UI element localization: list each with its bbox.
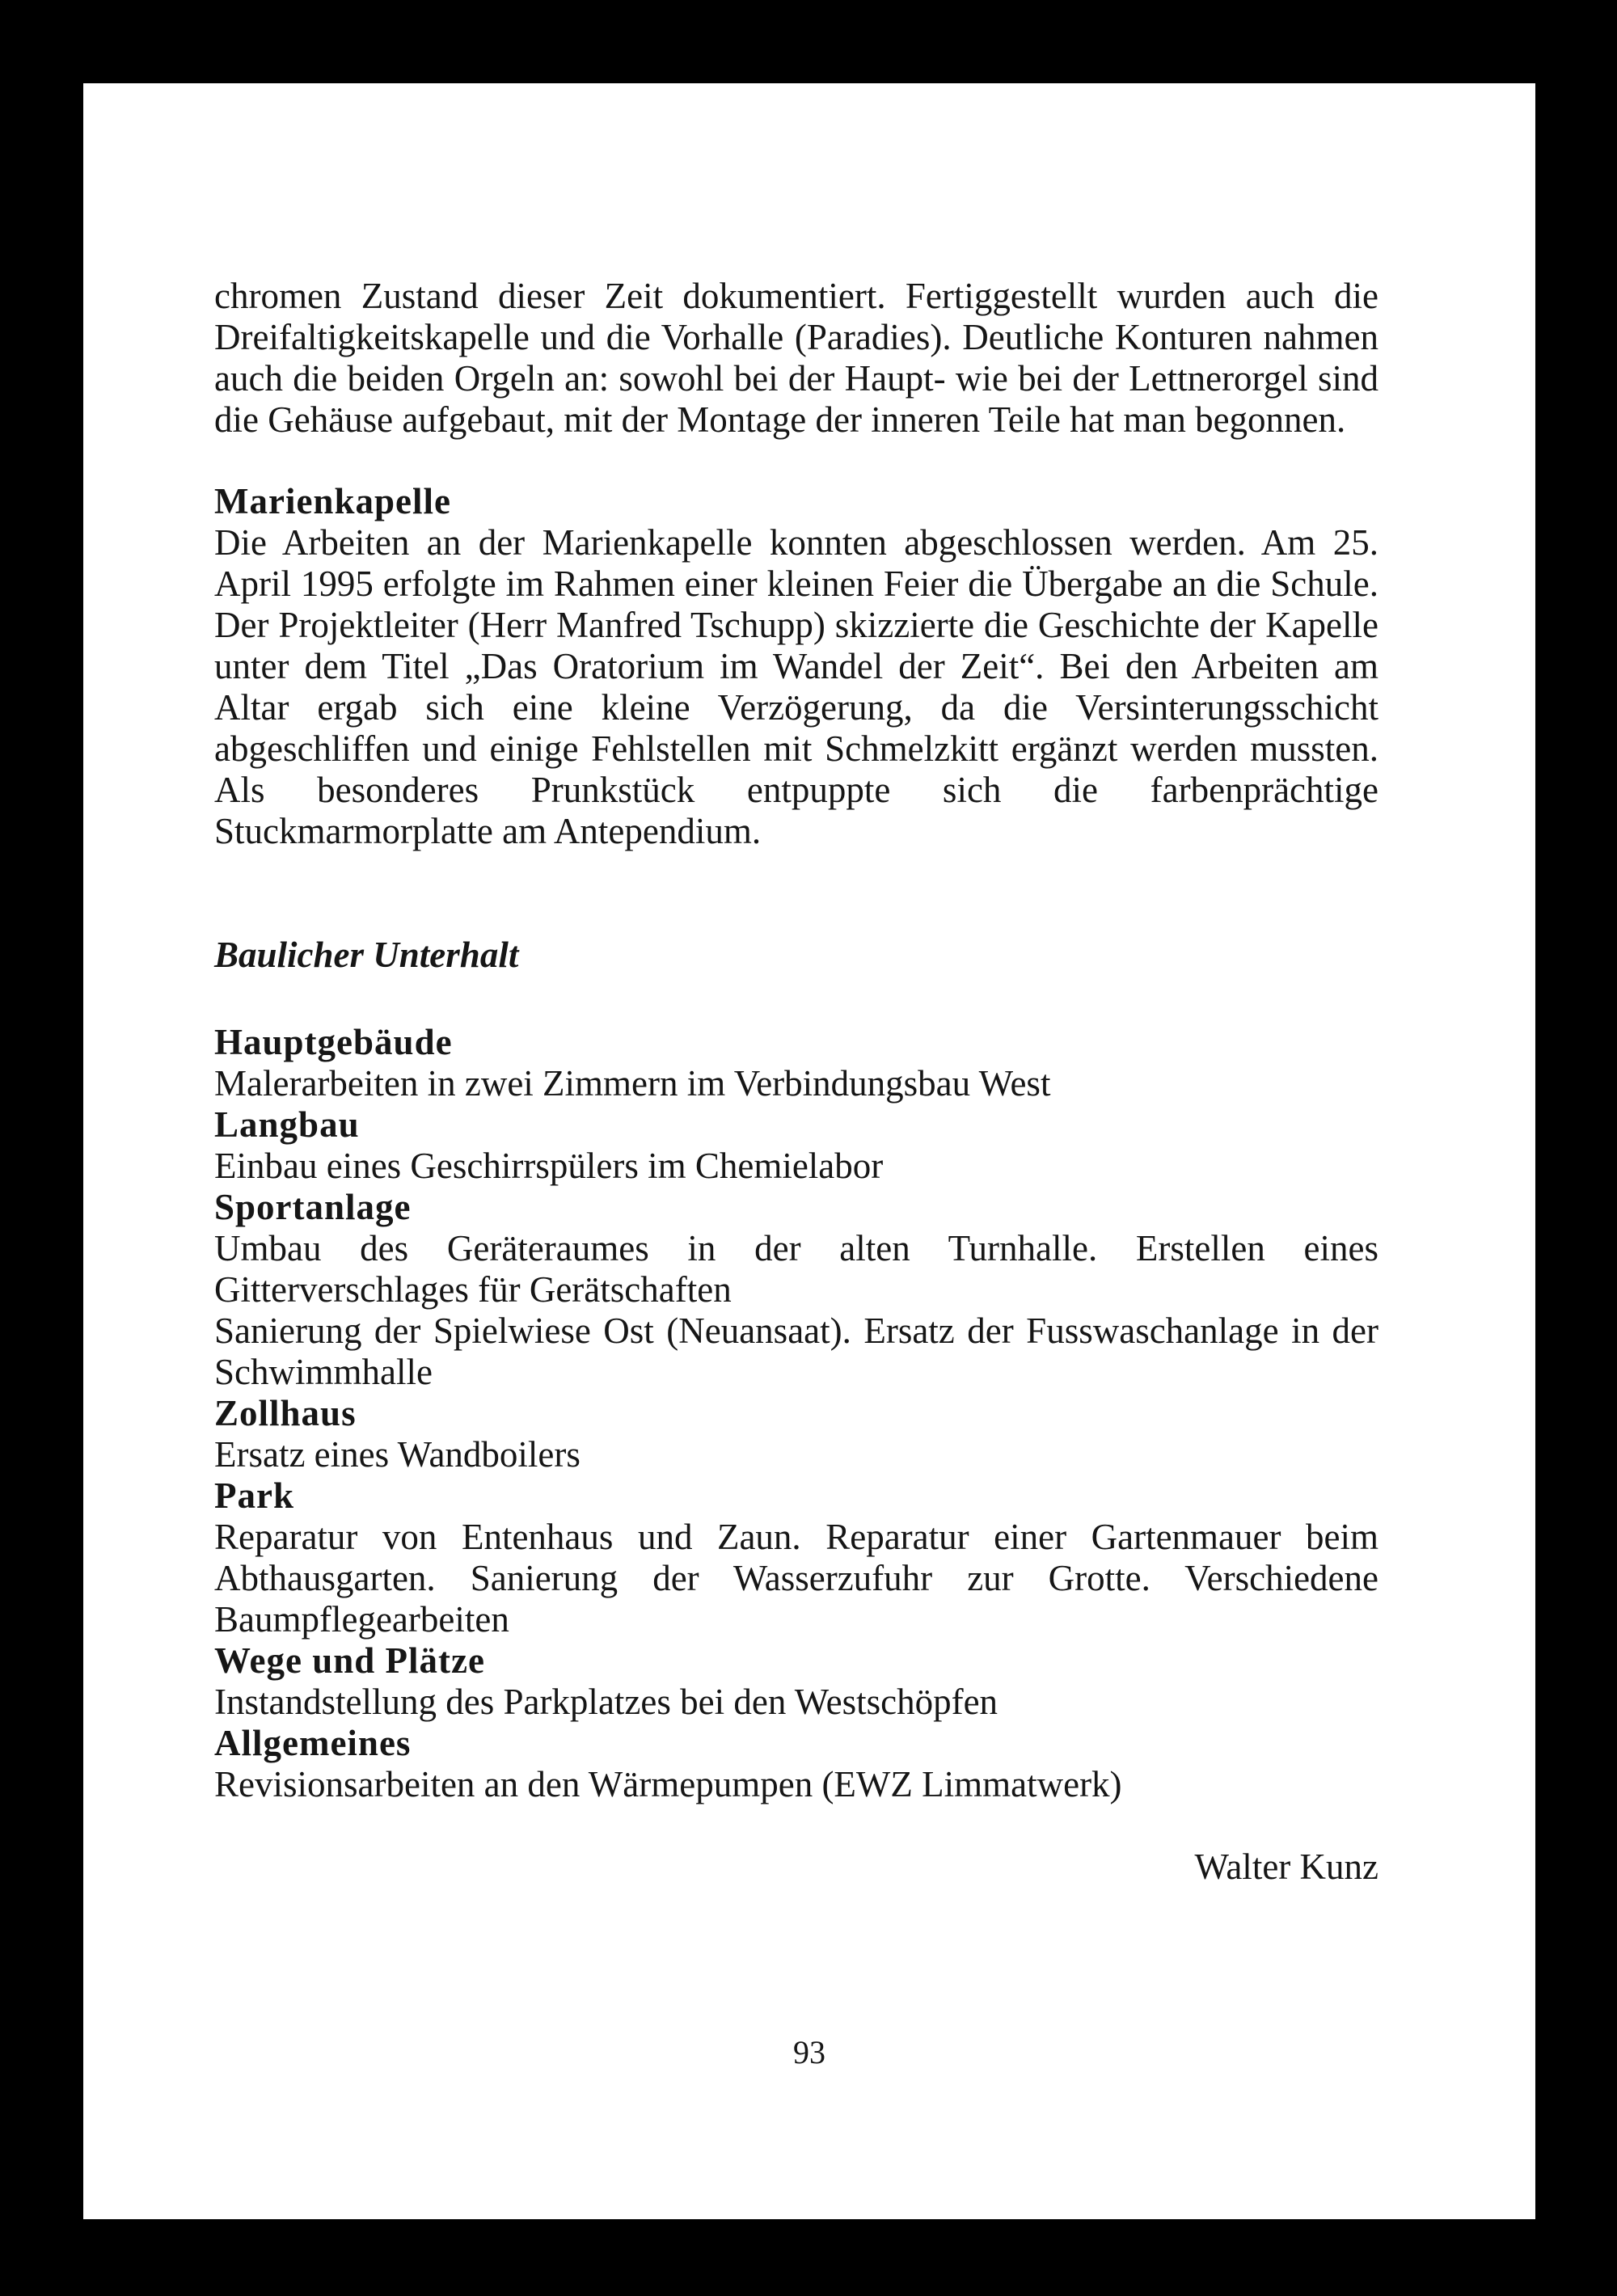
entry-heading-wege-und-plaetze: Wege und Plätze <box>214 1640 485 1681</box>
entry-text-allgemeines: Revisionsarbeiten an den Wärmepumpen (EWZ Limmatwerk) <box>214 1764 1122 1804</box>
entry-heading-langbau: Langbau <box>214 1104 360 1145</box>
entry-heading-hauptgebaeude: Hauptgebäude <box>214 1022 453 1062</box>
entry-heading-zollhaus: Zollhaus <box>214 1393 357 1433</box>
author-signature: Walter Kunz <box>1194 1847 1378 1887</box>
marienkapelle-paragraph: Die Arbeiten an der Marienkapelle konnten abgeschlossen werden. Am 25. April 1995 erfolgte im Rahmen einer kleinen Feier die Übergabe an die Schule. Der Projektleiter (Herr Manfred Tschupp) skizzierte die Geschichte der Kapelle unter dem Titel „Das Oratorium im Wandel der Zeit“. Bei den Arbeiten am Altar ergab sich eine kleine Verzögerung, da die Versinterungsschicht abgeschliffen und einige Fehlstellen mit Schmelzkitt ergänzt werden mussten. Als besonderes Prunkstück entpuppte sich die farbenprächtige Stuckmarmorplatte am Antependium. <box>214 522 1378 851</box>
page-number: 93 <box>793 2034 825 2070</box>
page-content <box>214 276 1378 1888</box>
entry-heading-park: Park <box>214 1475 294 1516</box>
entry-text-langbau: Einbau eines Geschirrspülers im Chemielabor <box>214 1146 884 1186</box>
entry-text-sportanlage-2: Sanierung der Spielwiese Ost (Neuansaat). Ersatz der Fusswaschanlage in der Schwimmhalle <box>214 1310 1378 1392</box>
entry-heading-sportanlage: Sportanlage <box>214 1187 412 1227</box>
intro-paragraph: chromen Zustand dieser Zeit dokumentiert. Fertiggestellt wurden auch die Dreifaltigkeitskapelle und die Vorhalle (Paradies). Deutliche Konturen nahmen auch die beiden Orgeln an: sowohl bei der Haupt- wie bei der Lettnerorgel sind die Gehäuse aufgebaut, mit der Montage der inneren Teile hat man begonnen. <box>214 276 1378 440</box>
entry-heading-allgemeines: Allgemeines <box>214 1723 412 1763</box>
entry-text-wege-und-plaetze: Instandstellung des Parkplatzes bei den Westschöpfen <box>214 1682 998 1722</box>
section-title-baulicher-unterhalt: Baulicher Unterhalt <box>214 935 519 975</box>
maintenance-list <box>214 1022 1378 1805</box>
entry-text-sportanlage-1: Umbau des Geräteraumes in der alten Turnhalle. Erstellen eines Gitterverschlages für Gerätschaften <box>214 1228 1378 1310</box>
entry-text-park: Reparatur von Entenhaus und Zaun. Reparatur einer Gartenmauer beim Abthausgarten. Sanierung der Wasserzufuhr zur Grotte. Verschiedene Baumpflegearbeiten <box>214 1517 1378 1640</box>
marienkapelle-heading: Marienkapelle <box>214 481 451 521</box>
entry-text-zollhaus: Ersatz eines Wandboilers <box>214 1434 581 1475</box>
document-page <box>83 83 1535 2219</box>
entry-text-hauptgebaeude: Malerarbeiten in zwei Zimmern im Verbindungsbau West <box>214 1063 1051 1104</box>
